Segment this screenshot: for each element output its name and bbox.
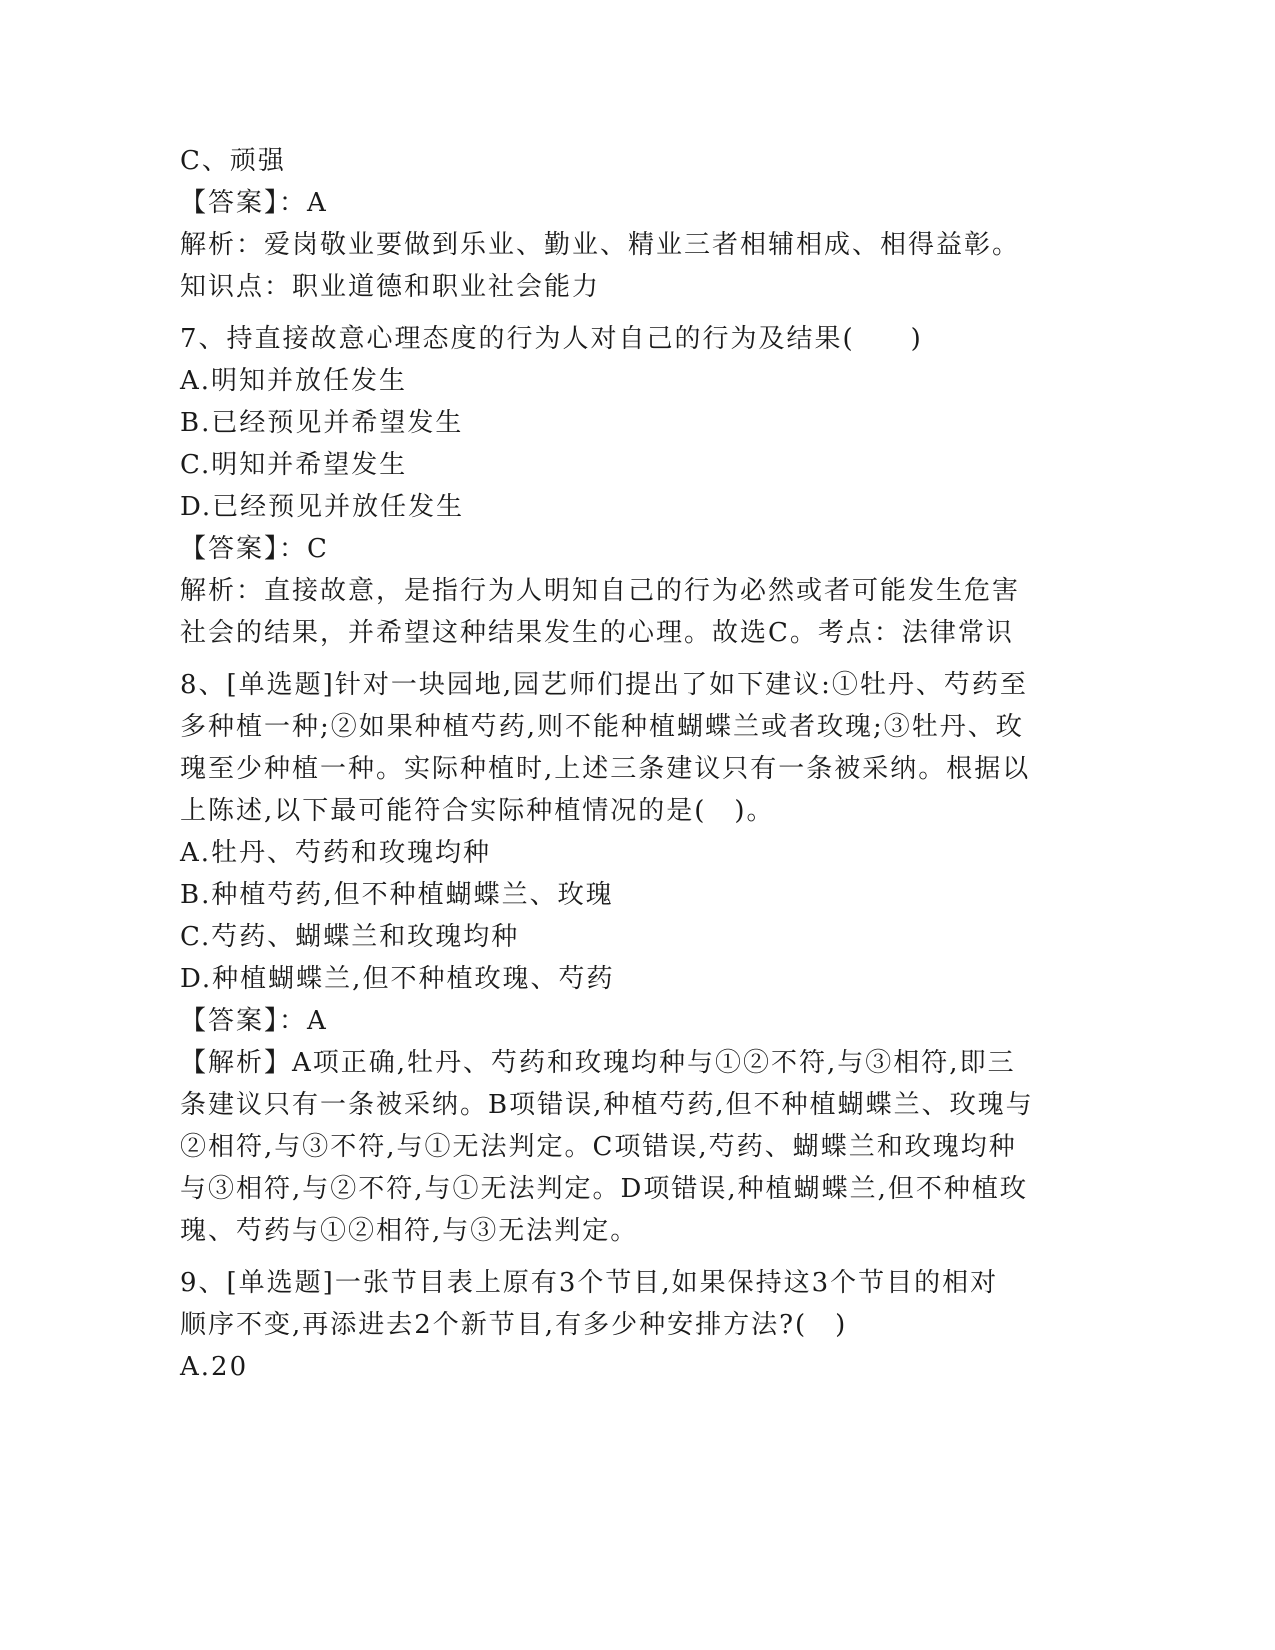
question-stem-line: 上陈述,以下最可能符合实际种植情况的是( )。 [180, 796, 775, 826]
question-stem-line: 多种植一种;②如果种植芍药,则不能种植蝴蝶兰或者玫瑰;③牡丹、玫 [180, 712, 1024, 742]
document-page [180, 140, 1080, 1388]
option-a: A.明知并放任发生 [180, 366, 408, 396]
explanation-line: 解析：爱岗敬业要做到乐业、勤业、精业三者相辅相成、相得益彰。 [180, 230, 1021, 260]
option-c: C.芍药、蝴蝶兰和玫瑰均种 [180, 922, 520, 952]
explanation-line: 解析：直接故意，是指行为人明知自己的行为必然或者可能发生危害 [180, 576, 1021, 606]
explanation-line: 社会的结果，并希望这种结果发生的心理。故选C。考点：法律常识 [180, 618, 1014, 648]
answer: 【答案】：C [180, 534, 329, 564]
option-c: C、顽强 [180, 146, 286, 176]
question-7 [180, 318, 1080, 654]
option-d: D.种植蝴蝶兰,但不种植玫瑰、芍药 [180, 964, 615, 994]
explanation-line: 与③相符,与②不符,与①无法判定。D项错误,种植蝴蝶兰,但不种植玫 [180, 1174, 1028, 1204]
option-d: D.已经预见并放任发生 [180, 492, 465, 522]
question-6-tail [180, 140, 1080, 308]
option-a: A.20 [180, 1352, 249, 1382]
question-8 [180, 664, 1080, 1252]
question-stem-line: 瑰至少种植一种。实际种植时,上述三条建议只有一条被采纳。根据以 [180, 754, 1031, 784]
question-stem-line: 顺序不变,再添进去2个新节目,有多少种安排方法?( ) [180, 1310, 848, 1340]
option-b: B.已经预见并希望发生 [180, 408, 464, 438]
explanation-line: 条建议只有一条被采纳。B项错误,种植芍药,但不种植蝴蝶兰、玫瑰与 [180, 1090, 1034, 1120]
question-stem-line: 8、[单选题]针对一块园地,园艺师们提出了如下建议:①牡丹、芍药至 [180, 670, 1028, 700]
explanation-line: 知识点：职业道德和职业社会能力 [180, 272, 601, 302]
explanation-line: 【解析】A项正确,牡丹、芍药和玫瑰均种与①②不符,与③相符,即三 [180, 1048, 1016, 1078]
option-c: C.明知并希望发生 [180, 450, 408, 480]
option-b: B.种植芍药,但不种植蝴蝶兰、玫瑰 [180, 880, 614, 910]
question-stem: 7、持直接故意心理态度的行为人对自己的行为及结果( ) [180, 324, 923, 354]
question-stem-line: 9、[单选题]一张节目表上原有3个节目,如果保持这3个节目的相对 [180, 1268, 999, 1298]
answer: 【答案】：A [180, 1006, 328, 1036]
option-a: A.牡丹、芍药和玫瑰均种 [180, 838, 492, 868]
explanation-line: 瑰、芍药与①②相符,与③无法判定。 [180, 1216, 639, 1246]
question-9 [180, 1262, 1080, 1388]
explanation-line: ②相符,与③不符,与①无法判定。C项错误,芍药、蝴蝶兰和玫瑰均种 [180, 1132, 1017, 1162]
answer: 【答案】：A [180, 188, 328, 218]
